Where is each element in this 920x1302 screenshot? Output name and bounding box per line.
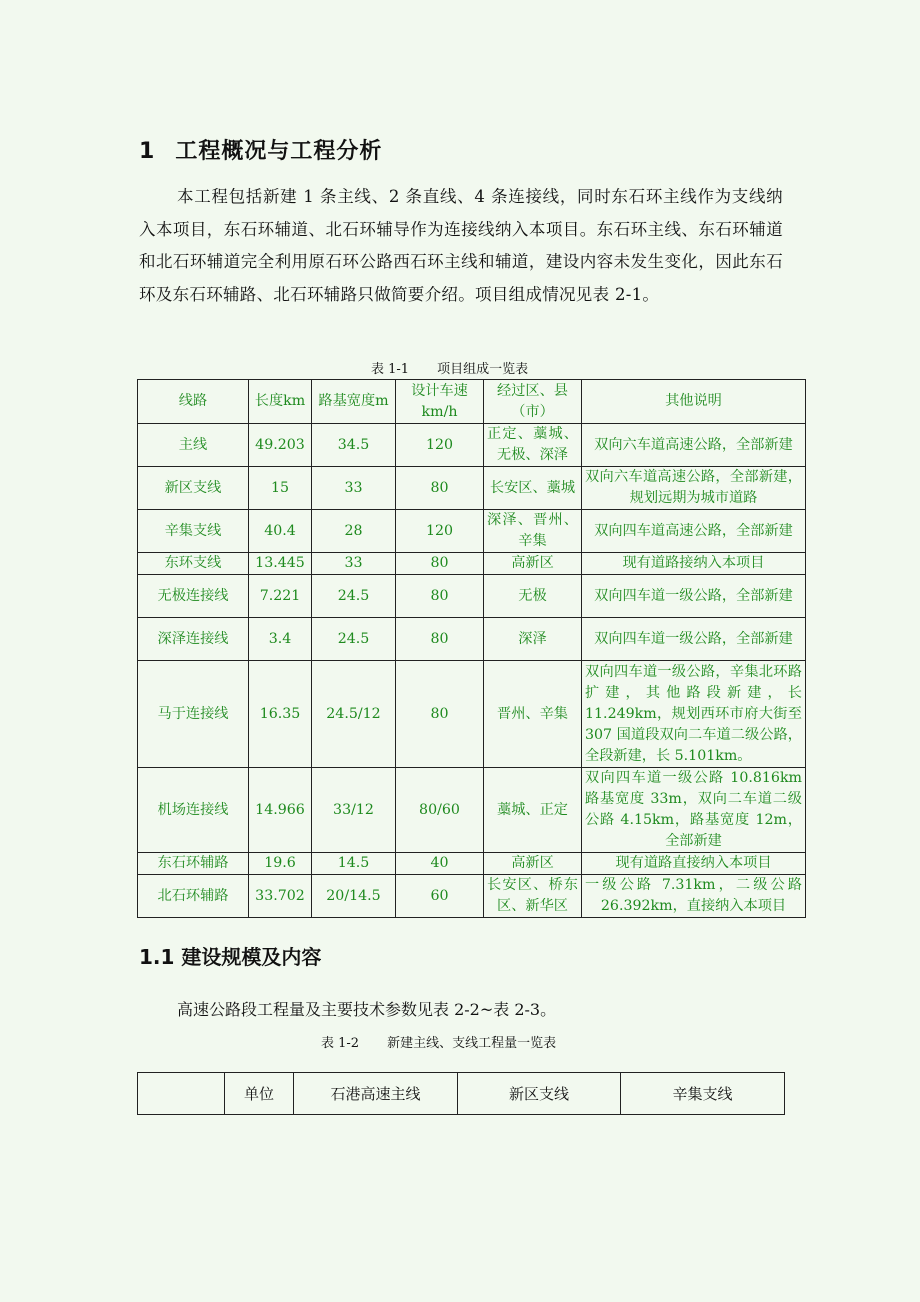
table1-header-row <box>138 380 806 424</box>
cell-speed: 40 <box>396 853 484 875</box>
table1-caption-number: 表 1-1 <box>371 362 410 377</box>
cell-note: 现有道路直接纳入本项目 <box>582 853 806 875</box>
cell-length: 16.35 <box>249 661 312 768</box>
cell-note: 双向四车道一级公路，全部新建 <box>582 618 806 661</box>
cell-route: 马于连接线 <box>138 661 249 768</box>
cell-district: 高新区 <box>484 853 582 875</box>
table2-caption <box>321 1032 556 1051</box>
cell-width: 33 <box>312 467 396 510</box>
section-number: 1 <box>139 139 156 164</box>
cell-length: 33.702 <box>249 875 312 918</box>
cell-route: 新区支线 <box>138 467 249 510</box>
section-heading <box>139 134 382 165</box>
cell-district: 长安区、藁城 <box>484 467 582 510</box>
cell-speed: 80 <box>396 618 484 661</box>
cell-length: 19.6 <box>249 853 312 875</box>
cell-route: 北石环辅路 <box>138 875 249 918</box>
cell-width: 33/12 <box>312 768 396 853</box>
cell-speed: 80/60 <box>396 768 484 853</box>
cell-length: 49.203 <box>249 424 312 467</box>
cell-district: 藁城、正定 <box>484 768 582 853</box>
cell-note: 双向六车道高速公路，全部新建，规划远期为城市道路 <box>582 467 806 510</box>
header-note: 其他说明 <box>582 380 806 424</box>
cell-width: 34.5 <box>312 424 396 467</box>
table-row <box>138 467 806 510</box>
cell-speed: 120 <box>396 424 484 467</box>
table2-caption-number: 表 1-2 <box>321 1036 360 1051</box>
cell-district: 高新区 <box>484 553 582 575</box>
table1-caption-title: 项目组成一览表 <box>437 362 529 377</box>
cell-note: 双向四车道一级公路 10.816km 路基宽度 33m，双向二车道二级公路 4.15km，路基宽度 12m，全部新建 <box>582 768 806 853</box>
cell-speed: 120 <box>396 510 484 553</box>
cell-speed: 80 <box>396 661 484 768</box>
header-district: 经过区、县（市） <box>484 380 582 424</box>
cell-district: 深泽、晋州、辛集 <box>484 510 582 553</box>
cell-route: 辛集支线 <box>138 510 249 553</box>
cell-speed: 80 <box>396 575 484 618</box>
header-unit: 单位 <box>225 1073 294 1115</box>
project-composition-table <box>137 379 806 918</box>
table-row <box>138 510 806 553</box>
header-xinji-branch: 辛集支线 <box>621 1073 785 1115</box>
cell-route: 机场连接线 <box>138 768 249 853</box>
cell-district: 无极 <box>484 575 582 618</box>
section-title: 工程概况与工程分析 <box>175 139 383 164</box>
cell-note: 现有道路接纳入本项目 <box>582 553 806 575</box>
subsection-heading: 1.1 建设规模及内容 <box>139 945 322 969</box>
table-row <box>138 768 806 853</box>
cell-speed: 80 <box>396 467 484 510</box>
cell-width: 14.5 <box>312 853 396 875</box>
table-row <box>138 553 806 575</box>
table2-caption-title: 新建主线、支线工程量一览表 <box>387 1036 557 1051</box>
cell-district: 正定、藁城、无极、深泽 <box>484 424 582 467</box>
cell-district: 长安区、桥东区、新华区 <box>484 875 582 918</box>
cell-length: 7.221 <box>249 575 312 618</box>
header-speed: 设计车速km/h <box>396 380 484 424</box>
table-row <box>138 661 806 768</box>
table2-header-row <box>138 1073 785 1115</box>
cell-width: 28 <box>312 510 396 553</box>
header-xinqu-branch: 新区支线 <box>458 1073 621 1115</box>
cell-length: 3.4 <box>249 618 312 661</box>
quantities-paragraph: 高速公路段工程量及主要技术参数见表 2-2~表 2-3。 <box>177 1000 557 1019</box>
header-width: 路基宽度m <box>312 380 396 424</box>
cell-route: 东石环辅路 <box>138 853 249 875</box>
cell-length: 13.445 <box>249 553 312 575</box>
intro-paragraph: 本工程包括新建 1 条主线、2 条直线、4 条连接线，同时东石环主线作为支线纳入本项目，东石环辅道、北石环辅导作为连接线纳入本项目。东石环主线、东石环辅道和北石环辅道完全利用原石环公路西石环主线和辅道，建设内容未发生变化，因此东石环及东石环辅路、北石环辅路只做简要介绍。项目组成情况见表 2-1。 <box>139 187 783 304</box>
table-row <box>138 618 806 661</box>
cell-width: 24.5 <box>312 618 396 661</box>
cell-width: 24.5/12 <box>312 661 396 768</box>
cell-width: 20/14.5 <box>312 875 396 918</box>
cell-length: 15 <box>249 467 312 510</box>
header-route: 线路 <box>138 380 249 424</box>
cell-length: 40.4 <box>249 510 312 553</box>
cell-district: 深泽 <box>484 618 582 661</box>
table-row <box>138 575 806 618</box>
cell-note: 双向四车道高速公路，全部新建 <box>582 510 806 553</box>
header-main-line: 石港高速主线 <box>294 1073 458 1115</box>
table1-caption <box>371 358 528 377</box>
table-row <box>138 424 806 467</box>
cell-note: 一级公路 7.31km，二级公路26.392km，直接纳入本项目 <box>582 875 806 918</box>
cell-speed: 80 <box>396 553 484 575</box>
cell-note: 双向六车道高速公路，全部新建 <box>582 424 806 467</box>
cell-width: 24.5 <box>312 575 396 618</box>
cell-route: 无极连接线 <box>138 575 249 618</box>
quantities-table <box>137 1072 785 1115</box>
cell-note: 双向四车道一级公路，辛集北环路扩建，其他路段新建，长11.249km，规划西环市府大街至 307 国道段双向二车道二级公路，全段新建，长 5.101km。 <box>582 661 806 768</box>
cell-route: 主线 <box>138 424 249 467</box>
table-row <box>138 853 806 875</box>
cell-district: 晋州、辛集 <box>484 661 582 768</box>
cell-speed: 60 <box>396 875 484 918</box>
cell-route: 深泽连接线 <box>138 618 249 661</box>
cell-note: 双向四车道一级公路，全部新建 <box>582 575 806 618</box>
cell-length: 14.966 <box>249 768 312 853</box>
cell-route: 东环支线 <box>138 553 249 575</box>
header-length: 长度km <box>249 380 312 424</box>
cell-width: 33 <box>312 553 396 575</box>
table-row <box>138 875 806 918</box>
header-blank <box>138 1073 225 1115</box>
